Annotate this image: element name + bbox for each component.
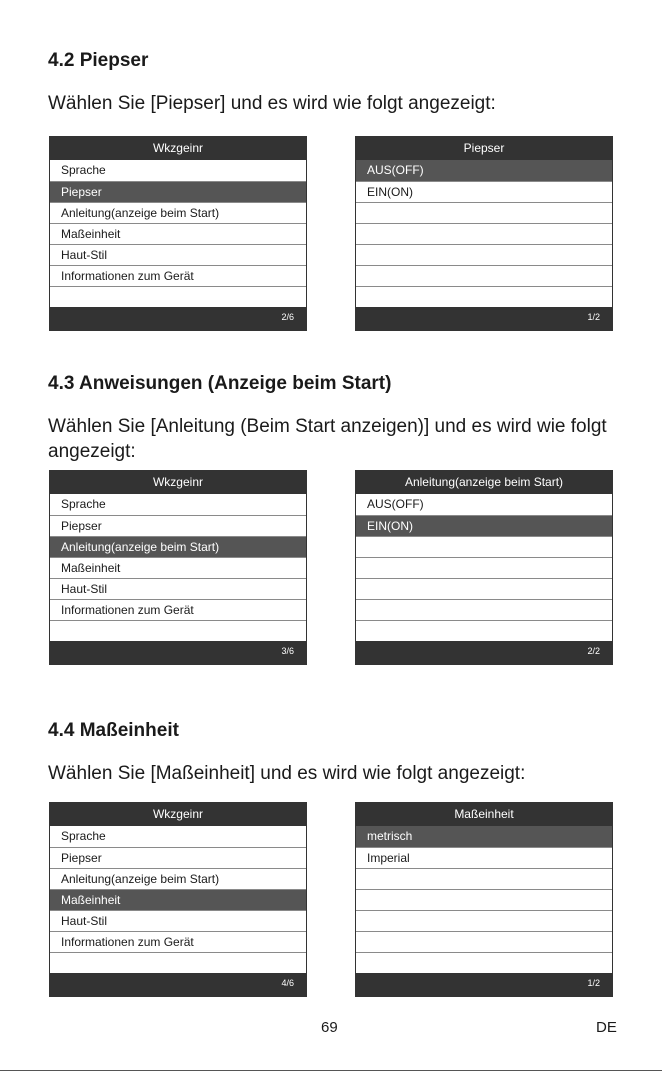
menu-item-anleitung[interactable]: Anleitung(anzeige beim Start) — [50, 202, 306, 223]
option-aus[interactable]: AUS(OFF) — [356, 160, 612, 181]
screen-tool-settings-masseinheit — [49, 802, 307, 997]
option-ein[interactable]: EIN(ON) — [356, 515, 612, 536]
screen-tool-settings-piepser — [49, 136, 307, 331]
option-empty — [356, 536, 612, 557]
screen-title: Piepser — [463, 141, 505, 155]
option-empty — [356, 265, 612, 286]
option-aus[interactable]: AUS(OFF) — [367, 497, 424, 511]
language-code: DE — [596, 1019, 617, 1036]
menu-item-empty — [50, 286, 306, 307]
screen-anleitung-options — [355, 470, 613, 665]
section-paragraph-4-2: Wählen Sie [Piepser] und es wird wie folgt angezeigt: — [48, 93, 496, 114]
option-empty — [356, 910, 612, 931]
screen-title: Wkzgeinr — [152, 475, 203, 489]
menu-item-anleitung[interactable]: Anleitung(anzeige beim Start) — [50, 536, 306, 557]
page-indicator: 4/6 — [281, 978, 294, 988]
screen-tool-settings-anleitung — [49, 470, 307, 665]
menu-item-masseinheit[interactable]: Maßeinheit — [50, 557, 306, 578]
menu-item-masseinheit[interactable]: Maßeinheit — [50, 223, 306, 244]
menu-item-masseinheit[interactable]: Maßeinheit — [50, 889, 306, 910]
menu-item-informationen[interactable]: Informationen zum Gerät — [50, 599, 306, 620]
option-metrisch[interactable]: metrisch — [356, 826, 612, 847]
menu-item-informationen[interactable]: Informationen zum Gerät — [50, 265, 306, 286]
option-imperial[interactable]: Imperial — [356, 847, 612, 868]
screen-piepser-options — [355, 136, 613, 331]
menu-item-empty — [50, 952, 306, 973]
option-ein[interactable]: EIN(ON) — [356, 181, 612, 202]
menu-item-empty — [50, 620, 306, 641]
option-empty — [356, 599, 612, 620]
screen-masseinheit-options — [355, 802, 613, 997]
option-empty — [356, 223, 612, 244]
option-empty — [356, 889, 612, 910]
section-paragraph-4-4: Wählen Sie [Maßeinheit] und es wird wie folgt angezeigt: — [48, 763, 526, 784]
option-empty — [356, 578, 612, 599]
option-empty — [356, 286, 612, 307]
page-indicator: 1/2 — [587, 978, 600, 988]
menu-item-piepser[interactable]: Piepser — [50, 181, 306, 202]
option-empty — [356, 202, 612, 223]
menu-item-informationen[interactable]: Informationen zum Gerät — [50, 931, 306, 952]
menu-item-haut-stil[interactable]: Haut-Stil — [50, 578, 306, 599]
section-heading-4-4: 4.4 Maßeinheit — [48, 720, 179, 741]
option-empty — [356, 931, 612, 952]
option-empty — [356, 868, 612, 889]
menu-item-sprache[interactable]: Sprache — [61, 829, 106, 843]
page-indicator: 2/2 — [587, 646, 600, 656]
screen-title: Wkzgeinr — [152, 141, 203, 155]
option-empty — [356, 557, 612, 578]
menu-item-sprache[interactable]: Sprache — [61, 163, 106, 177]
menu-item-sprache[interactable]: Sprache — [61, 497, 106, 511]
screen-title: Maßeinheit — [454, 807, 514, 821]
option-empty — [356, 620, 612, 641]
section-paragraph-4-3: Wählen Sie [Anleitung (Beim Start anzeigen)] und es wird wie folgt angezeigt: — [48, 416, 607, 462]
menu-item-piepser[interactable]: Piepser — [50, 515, 306, 536]
page-indicator: 3/6 — [281, 646, 294, 656]
bottom-divider — [0, 1070, 662, 1071]
section-heading-4-2: 4.2 Piepser — [48, 50, 149, 71]
section-heading-4-3: 4.3 Anweisungen (Anzeige beim Start) — [48, 373, 392, 394]
menu-item-piepser[interactable]: Piepser — [50, 847, 306, 868]
page-number: 69 — [321, 1019, 338, 1036]
screen-title: Anleitung(anzeige beim Start) — [404, 475, 564, 489]
menu-item-haut-stil[interactable]: Haut-Stil — [50, 910, 306, 931]
option-empty — [356, 244, 612, 265]
page-indicator: 2/6 — [281, 312, 294, 322]
page-indicator: 1/2 — [587, 312, 600, 322]
menu-item-haut-stil[interactable]: Haut-Stil — [50, 244, 306, 265]
option-empty — [356, 952, 612, 973]
screen-title: Wkzgeinr — [152, 807, 203, 821]
menu-item-anleitung[interactable]: Anleitung(anzeige beim Start) — [50, 868, 306, 889]
